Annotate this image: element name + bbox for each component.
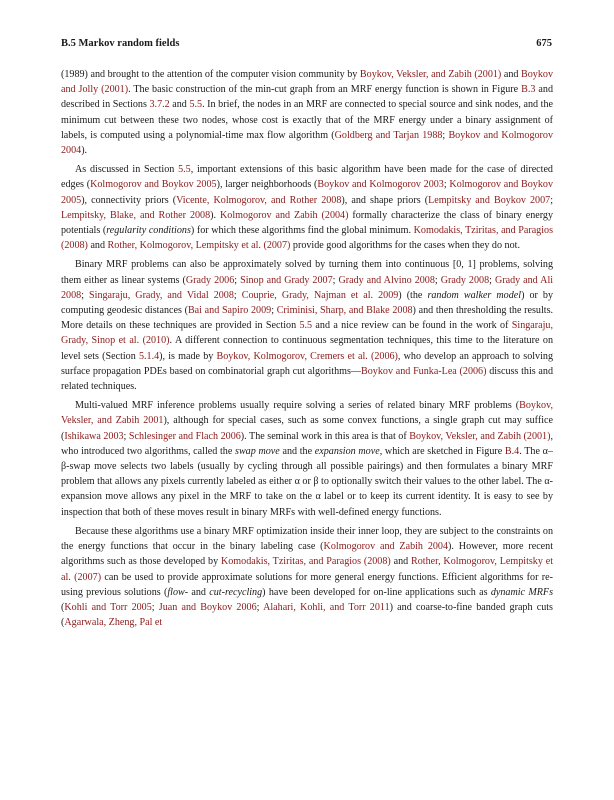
citation-link[interactable]: Vicente, Kolmogorov, and Rother 2008 (176, 194, 342, 206)
text-run: ) and coarse-to-fine banded graph cuts ( (61, 601, 553, 629)
citation-link[interactable]: Boykov and Jolly (2001) (61, 69, 553, 96)
text-run: can be used to provide approximate solutions for more general energy functions. Efficient algorithms for re-using previous solutions ( (61, 571, 553, 598)
citation-link[interactable]: Sinop and Grady 2007 (240, 274, 333, 286)
citation-link[interactable]: Grady 2006 (185, 274, 235, 286)
text-run: ; (151, 601, 159, 613)
citation-link[interactable]: Criminisi, Sharp, and Blake 2008 (276, 305, 413, 317)
citation-link[interactable]: Komodakis, Tziritas, and Paragios (2008) (220, 556, 391, 568)
citation-link[interactable]: Agarwala, Zheng, Pal et (64, 617, 163, 629)
running-header (61, 38, 552, 49)
text-run: ; (81, 289, 90, 301)
text-run: , who introduced two algorithms, called the (61, 430, 553, 457)
text-run: ) and then thresholding the results. More details on these techniques are provided in Section (61, 305, 554, 332)
citation-link[interactable]: Komodakis, Tziritas, and Paragios (2008) (61, 225, 554, 252)
citation-link[interactable]: Kolmogorov and Zabih (2004) (219, 209, 349, 221)
text-run: formally characterize the class of binary energy potentials ( (61, 209, 554, 237)
citation-link[interactable]: Rother, Kolmogorov, Lempitsky et al. (2007) (107, 240, 291, 252)
text-run: ) (the (398, 289, 428, 301)
text-run: As discussed in Section (75, 164, 179, 176)
citation-link[interactable]: 5.1.4 (138, 350, 160, 362)
emphasis-text: cut-recycling (209, 586, 263, 598)
text-run: and the (279, 445, 315, 457)
citation-link[interactable]: Boykov, Kolmogorov, Cremers et al. (2006) (216, 350, 398, 362)
citation-link[interactable]: Boykov, Veksler, and Zabih 2001 (61, 400, 553, 427)
text-run: and described in Sections (61, 84, 553, 111)
text-run: ). (81, 145, 88, 157)
text-run: and (390, 556, 412, 568)
citation-link[interactable]: Boykov and Kolmogorov 2004 (61, 129, 553, 157)
emphasis-text: regularity conditions (106, 225, 191, 237)
text-run: ; (442, 129, 449, 141)
text-run: ). (210, 209, 220, 221)
text-run: ), and shape priors ( (341, 194, 429, 206)
body-text (61, 67, 553, 630)
text-run: ; (332, 274, 339, 286)
text-run: , who develop an approach to solving surface propagation PDEs based on combinatorial graph cut algorithms— (61, 350, 554, 377)
emphasis-text: swap move (235, 445, 280, 457)
citation-link[interactable]: Ishikawa 2003 (64, 430, 124, 442)
citation-link[interactable]: Grady and Alvino 2008 (338, 274, 435, 286)
citation-link[interactable]: B.4 (504, 445, 520, 457)
text-run: ; (443, 179, 450, 191)
text-run: ), connectivity priors ( (81, 194, 177, 206)
text-run: , important extensions of this basic algorithm have been made for the case of directed edges ( (61, 164, 553, 191)
text-run: ), although for special cases, such as some convex functions, a single graph cut may suffice ( (61, 415, 553, 442)
text-run: Because these algorithms use a binary MRF optimization inside their inner loop, they are subject to the constraints on the energy functions that occur in the binary labeling case ( (61, 525, 553, 553)
emphasis-text: dynamic MRFs (490, 586, 554, 598)
text-run: ; (234, 274, 241, 286)
text-run: and a nice review can be found in the work of (312, 320, 512, 332)
text-run: and (501, 69, 522, 80)
text-run: ; (123, 430, 129, 442)
citation-link[interactable]: Couprie, Grady, Najman et al. 2009 (241, 289, 399, 301)
text-run: provide good algorithms for the cases when they do not. (290, 240, 520, 252)
page-number: 675 (536, 38, 552, 49)
emphasis-text: expansion move (314, 445, 380, 457)
text-run: . In brief, the nodes in an MRF are connected to special source and sink nodes, and the minimum cut between these two nodes, whose cost is exactly that of the MRF energy under a binary assignment of labels, is computed using a polynomial-time max flow algorithm ( (61, 99, 553, 141)
text-run: ; (489, 274, 495, 286)
citation-link[interactable]: Goldberg and Tarjan 1988 (334, 129, 443, 141)
text-run: Multi-valued MRF inference problems usually require solving a series of related binary MRF problems ( (75, 400, 520, 412)
citation-link[interactable]: Kolmogorov and Zabih 2004 (323, 541, 449, 553)
citation-link[interactable]: 5.5 (189, 99, 203, 111)
text-run: and (87, 240, 108, 252)
emphasis-text: random walker model (427, 289, 522, 301)
text-run: and (169, 99, 190, 111)
citation-link[interactable]: Alahari, Kohli, and Torr 2011 (263, 601, 390, 613)
citation-link[interactable]: Singaraju, Grady, Sinop et al. (2010) (61, 320, 553, 347)
text-run: ) or by computing geodesic distances ( (61, 289, 554, 317)
text-run: . A different connection to continuous segmentation techniques, this time to the literature on level sets (Section (61, 335, 553, 362)
text-run: ; (256, 601, 264, 613)
text-run: discuss this and related techniques. (61, 365, 554, 393)
citation-link[interactable]: Kohli and Torr 2005 (64, 601, 152, 613)
citation-link[interactable]: Lempitsky, Blake, and Rother 2008 (61, 209, 211, 221)
citation-link[interactable]: Rother, Kolmogorov, Lempitsky et al. (2007) (61, 556, 554, 583)
text-run: ( (61, 601, 65, 613)
citation-link[interactable]: Schlesinger and Flach 2006 (128, 430, 241, 442)
text-run: (1989) and brought to the attention of the computer vision community by (61, 69, 360, 80)
citation-link[interactable]: Boykov, Veksler, and Zabih (2001) (359, 69, 502, 80)
paragraph (61, 257, 553, 394)
citation-link[interactable]: 5.5 (299, 320, 313, 332)
text-run: ; (271, 305, 277, 317)
text-run: ; (434, 274, 441, 286)
citation-link[interactable]: Boykov and Kolmogorov 2003 (317, 179, 444, 191)
text-run: ; (233, 289, 242, 301)
citation-link[interactable]: Boykov, Veksler, and Zabih (2001) (409, 430, 551, 442)
citation-link[interactable]: Grady and Ali 2008 (61, 274, 554, 301)
citation-link[interactable]: Kolmogorov and Boykov 2005 (61, 179, 553, 206)
paragraph (61, 67, 553, 158)
paragraph (61, 524, 553, 630)
citation-link[interactable]: Singaraju, Grady, and Vidal 2008 (89, 289, 234, 301)
text-run: ; (550, 194, 553, 206)
citation-link[interactable]: Juan and Boykov 2006 (158, 601, 257, 613)
text-run: and (188, 586, 210, 598)
citation-link[interactable]: Boykov and Funka-Lea (2006) (361, 365, 487, 377)
section-title: B.5 Markov random fields (61, 38, 180, 49)
text-run: ), larger neighborhoods ( (216, 179, 318, 191)
citation-link[interactable]: B.3 (521, 84, 536, 96)
text-run: ). However, more recent algorithms such as those developed by (61, 541, 553, 568)
citation-link[interactable]: Lempitsky and Boykov 2007 (428, 194, 551, 206)
paragraph (61, 398, 553, 520)
text-run: ) have been developed for on-line applications such as (262, 586, 491, 598)
citation-link[interactable]: 3.7.2 (149, 99, 170, 111)
text-run: Binary MRF problems can also be approximately solved by turning them into continuous [0, 1] problems, solving them either as linear systems ( (61, 259, 553, 286)
text-run: . The α–β-swap move selects two labels (usually by cycling through all possible pairings) and then formulates a binary MRF problem that allows any pixels currently labeled as either α or β to optionally switch their values to the other label. The α-expansion move allows any pixel in the MRF to take on the α label or to keep its current identity. It is easy to see by inspection that both of these moves result in binary MRFs with well-defined energy functions. (61, 445, 553, 518)
emphasis-text: flow- (167, 586, 189, 598)
text-run: ), is made by (159, 350, 217, 362)
citation-link[interactable]: 5.5 (178, 164, 191, 176)
citation-link[interactable]: Kolmogorov and Boykov 2005 (90, 179, 217, 191)
citation-link[interactable]: Bai and Sapiro 2009 (187, 305, 272, 317)
text-run: ) for which these algorithms find the global minimum. (190, 225, 414, 237)
text-run: . The basic construction of the min-cut graph from an MRF energy function is shown in Figure (128, 84, 522, 96)
paragraph (61, 162, 553, 253)
text-run: ). The seminal work in this area is that of (240, 430, 410, 442)
citation-link[interactable]: Grady 2008 (440, 274, 490, 286)
text-run: , which are sketched in Figure (379, 445, 505, 457)
